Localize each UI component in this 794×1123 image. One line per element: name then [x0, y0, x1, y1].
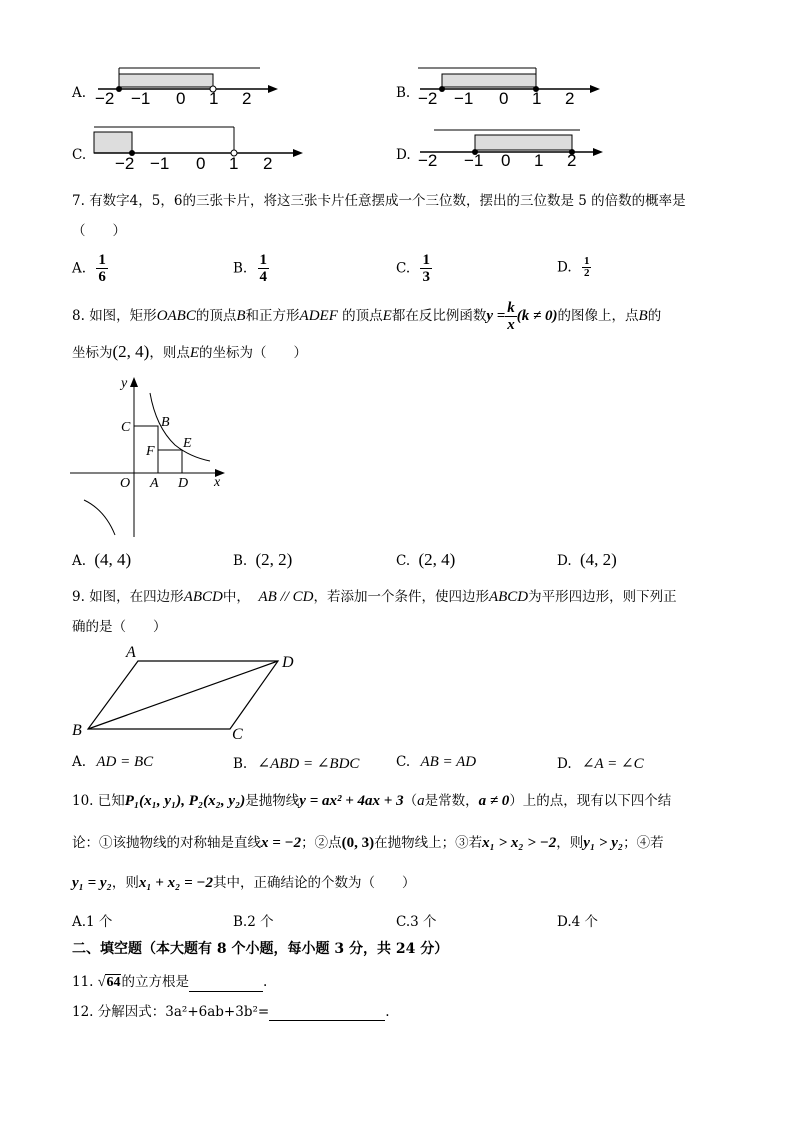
q7-option-a-letter: A.	[72, 260, 87, 277]
section2-title: 二、填空题（本大题有 8 个小题，每小题 3 分，共 24 分）	[72, 941, 449, 957]
q7-b-den: 4	[259, 269, 268, 285]
q7-text: 有数字4，5，6的三张卡片，将这三张卡片任意摆成一个三位数，摆出的三位数是 5 的倍数的概率是	[89, 193, 686, 209]
q10-option-d-letter: D.	[557, 914, 572, 930]
q8-func-fraction	[505, 300, 517, 333]
q10-l2-point: (0, 3)	[341, 835, 375, 851]
q6-a-tick-0: 0	[176, 89, 186, 108]
q6-d-tick-1: 1	[534, 151, 544, 170]
q6-option-a-numberline	[92, 64, 292, 110]
q9-number: 9.	[72, 589, 85, 605]
q9-text-2: 中，	[222, 589, 250, 605]
q9-math-abcd2: ABCD	[488, 589, 529, 605]
q8-fig-label-y: y	[121, 376, 128, 391]
q6-c-tick-neg1: −1	[150, 154, 170, 173]
q9-option-a[interactable]	[72, 754, 153, 771]
q7-option-c[interactable]	[396, 252, 432, 285]
q8-question-line1	[72, 300, 661, 333]
q9-text-1: 如图，在四边形	[89, 589, 184, 605]
q10-option-c-letter: C.	[396, 914, 411, 930]
q9-option-c-letter: C.	[396, 754, 411, 770]
q8-text-1: 如图，矩形	[89, 308, 157, 324]
q8-line2-b: ，则点	[149, 345, 190, 361]
q7-d-den: 2	[583, 267, 590, 279]
q7-option-a-fraction	[96, 252, 108, 285]
q10-l2-e: ；④若	[623, 835, 664, 851]
q6-option-d-letter[interactable]: D.	[396, 147, 411, 163]
q7-option-d[interactable]	[557, 256, 591, 279]
q6-c-tick-0: 0	[196, 154, 206, 173]
q10-math-points: P₁(x₁, y₁), P₂(x₂, y₂)	[124, 793, 246, 809]
q6-c-tick-neg2: −2	[115, 154, 135, 173]
q9-option-b-letter: B.	[233, 756, 248, 772]
q6-b-tick-neg1: −1	[454, 89, 474, 108]
q11-question	[72, 973, 267, 992]
q8-option-b[interactable]	[233, 550, 292, 570]
q10-question-line1	[72, 791, 671, 811]
q7-option-b-letter: B.	[233, 260, 248, 277]
q9-text-3: ，若添加一个条件，使四边形	[313, 589, 489, 605]
q9-question-line1	[72, 587, 677, 607]
q6-d-tick-neg1: −1	[464, 151, 484, 170]
q8-text-6: 的图像上，点	[557, 308, 639, 324]
q12-answer-blank[interactable]	[269, 1006, 385, 1021]
q10-l3-b: 其中，正确结论的个数为（ ）	[212, 875, 416, 891]
q10-question-line3	[72, 873, 415, 893]
q8-line2-e: E	[189, 345, 199, 361]
q10-l2-axis: x = −2	[261, 835, 302, 851]
q6-d-tick-2: 2	[567, 151, 577, 170]
q10-option-c-value: 3 个	[410, 914, 437, 930]
q7-a-num: 1	[98, 252, 106, 268]
q9-fig-label-a: A	[126, 644, 136, 661]
q7-option-c-letter: C.	[396, 260, 411, 277]
q9-option-d-value: ∠A = ∠C	[581, 756, 644, 772]
q9-fig-label-c: C	[232, 726, 243, 743]
q10-option-c[interactable]	[396, 910, 437, 930]
q10-l2-d: ，则	[556, 835, 584, 851]
q8-fig-label-d: D	[178, 476, 189, 491]
q10-text-3: （	[403, 793, 418, 809]
q8-math-b2: B	[638, 308, 648, 324]
q6-option-b-letter[interactable]: B.	[396, 85, 411, 101]
q8-option-c-letter: C.	[396, 553, 411, 569]
q10-text-2: 是抛物线	[245, 793, 300, 809]
q11-end: .	[262, 974, 268, 990]
q12-number: 12.	[72, 1004, 94, 1020]
q7-question	[72, 192, 686, 210]
q8-text-3: 和正方形	[245, 308, 300, 324]
q8-option-a[interactable]	[72, 550, 131, 570]
q6-a-tick-neg1: −1	[131, 89, 151, 108]
q10-text-4: 是常数，	[424, 793, 479, 809]
q8-fig-label-x: x	[214, 475, 221, 490]
q6-b-tick-2: 2	[565, 89, 575, 108]
q8-fig-label-c: C	[121, 420, 131, 435]
q6-a-tick-neg2: −2	[95, 89, 115, 108]
q12-text: 分解因式：3a²+6ab+3b²=	[97, 1004, 270, 1020]
q9-option-d[interactable]	[557, 754, 644, 773]
q8-b-coord: (2, 4)	[112, 342, 150, 361]
q8-option-b-value: (2, 2)	[255, 550, 293, 569]
q9-option-b[interactable]	[233, 754, 359, 773]
q8-option-d[interactable]	[557, 550, 617, 570]
q8-fig-label-e: E	[183, 436, 192, 451]
q7-option-b-fraction	[258, 252, 270, 285]
q10-text-1: 已知	[97, 793, 125, 809]
q6-option-a-letter[interactable]: A.	[72, 85, 87, 101]
q10-l2-y-ineq: y₁ > y₂	[583, 835, 624, 851]
q7-number: 7.	[72, 193, 85, 209]
q8-number: 8.	[72, 308, 85, 324]
q8-fig-label-a: A	[150, 476, 159, 491]
q12-question	[72, 1003, 390, 1021]
q7-a-den: 6	[98, 269, 106, 285]
q6-option-b-numberline	[414, 64, 614, 110]
q8-text-2: 的顶点	[195, 308, 237, 324]
q10-text-5: ）上的点，现有以下四个结	[509, 793, 672, 809]
q10-option-b[interactable]	[233, 910, 274, 930]
q8-math-adef: ADEF	[299, 308, 338, 324]
q11-number: 11.	[72, 974, 94, 990]
q11-text: 的立方根是	[121, 974, 189, 990]
q8-option-c[interactable]	[396, 550, 455, 570]
q6-option-c-letter[interactable]: C.	[72, 147, 87, 163]
q9-question-line2: 确的是（ ）	[72, 619, 167, 635]
q10-l2-b: ；②点	[301, 835, 342, 851]
q8-func-den: x	[507, 317, 515, 333]
q6-d-tick-neg2: −2	[418, 151, 438, 170]
q6-c-tick-2: 2	[263, 154, 273, 173]
q10-math-a-neq0: a ≠ 0	[478, 793, 510, 809]
q8-math-e: E	[382, 308, 392, 324]
q10-l2-a: 论：①该抛物线的对称轴是直线	[72, 835, 261, 851]
q10-l2-c: 在抛物线上；③若	[374, 835, 483, 851]
q6-b-tick-0: 0	[499, 89, 509, 108]
q8-option-a-value: (4, 4)	[94, 550, 132, 569]
q9-option-c[interactable]	[396, 754, 476, 771]
q10-option-b-letter: B.	[233, 914, 248, 930]
q8-text-4: 的顶点	[342, 308, 383, 324]
q9-option-a-letter: A.	[72, 754, 87, 770]
q8-fig-label-o: O	[120, 476, 131, 491]
q10-math-a: a	[417, 793, 425, 809]
q12-end: .	[385, 1004, 390, 1020]
q8-question-line2	[72, 342, 307, 363]
q6-b-tick-neg2: −2	[418, 89, 438, 108]
q10-number: 10.	[72, 793, 94, 809]
q6-b-tick-1: 1	[532, 89, 542, 108]
q7-c-num: 1	[422, 252, 430, 268]
q8-text-5: 都在反比例函数	[391, 308, 487, 324]
q10-option-a[interactable]	[72, 910, 112, 930]
q8-func-num: k	[507, 300, 515, 316]
q10-option-b-value: 2 个	[247, 914, 274, 930]
q8-option-c-value: (2, 4)	[418, 550, 456, 569]
q8-func-cond: (k ≠ 0)	[516, 308, 558, 324]
q11-radicand: 64	[106, 975, 121, 990]
q9-option-a-value: AD = BC	[96, 754, 154, 770]
q8-option-b-letter: B.	[233, 553, 248, 569]
q7-option-b[interactable]	[233, 252, 269, 285]
q6-a-tick-1: 1	[209, 89, 219, 108]
q9-option-c-value: AB = AD	[420, 754, 477, 770]
q8-option-d-letter: D.	[557, 553, 572, 569]
q6-a-tick-2: 2	[242, 89, 252, 108]
q10-l2-ineq: x₁ > x₂ > −2	[482, 835, 557, 851]
q9-fig-label-b: B	[72, 722, 82, 739]
q7-d-num: 1	[583, 255, 590, 267]
q8-option-a-letter: A.	[72, 553, 87, 569]
q10-option-d-value: 4 个	[571, 914, 599, 930]
q8-line2-c: 的坐标为（ ）	[199, 345, 307, 361]
q7-c-den: 3	[422, 269, 430, 285]
q10-option-a-value: 1 个	[86, 914, 113, 930]
q6-c-tick-1: 1	[229, 154, 239, 173]
q8-text-7: 的	[647, 308, 662, 324]
q9-option-b-value: ∠ABD = ∠BDC	[257, 756, 360, 772]
q10-question-line2	[72, 833, 664, 853]
q10-math-parabola: y = ax² + 4ax + 3	[299, 793, 404, 809]
q10-l3-y-eq: y₁ = y₂	[72, 875, 112, 891]
q7-option-a[interactable]	[72, 252, 108, 285]
q8-option-d-value: (4, 2)	[579, 550, 617, 569]
q10-l3-x-sum: x₁ + x₂ = −2	[138, 875, 213, 891]
q10-option-d[interactable]	[557, 910, 598, 930]
q8-math-b: B	[236, 308, 246, 324]
q9-math-abcd: ABCD	[183, 589, 223, 605]
q10-l3-a: ，则	[111, 875, 139, 891]
q11-answer-blank[interactable]	[189, 977, 263, 992]
q7-text-line2: （ ）	[72, 223, 126, 239]
q7-option-d-letter: D.	[557, 259, 572, 276]
q9-math-parallel: AB // CD	[258, 589, 314, 605]
q7-option-c-fraction	[420, 252, 432, 285]
q11-radical: √64	[97, 975, 121, 990]
q8-math-oabc: OABC	[156, 308, 196, 324]
q8-line2-a: 坐标为	[72, 345, 113, 361]
q9-text-4: 为平形四边形，则下列正	[528, 589, 677, 605]
q8-fig-label-f: F	[146, 444, 155, 459]
q9-figure	[80, 650, 310, 740]
q9-option-d-letter: D.	[557, 756, 572, 772]
q8-fig-label-b: B	[161, 415, 170, 430]
q9-fig-label-d: D	[282, 654, 294, 671]
q6-d-tick-0: 0	[501, 151, 511, 170]
q7-option-d-fraction	[582, 256, 592, 279]
q10-option-a-letter: A.	[72, 914, 87, 930]
q7-b-num: 1	[259, 252, 268, 268]
q6-option-d-numberline	[414, 126, 614, 172]
q8-func-lhs: y =	[486, 308, 506, 324]
